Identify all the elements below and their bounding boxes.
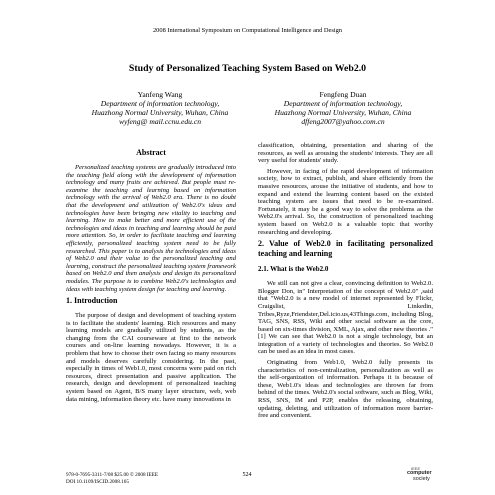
footer-doi: DOI 10.1109/ISCID.2008.165 [66, 478, 129, 485]
page-number: 524 [242, 472, 252, 478]
abstract-heading: Abstract [136, 148, 166, 157]
logo-society-text: society [413, 476, 430, 482]
author-name: Fengfeng Duan [319, 90, 367, 99]
conference-header: 2008 International Symposium on Computational Intelligence and Design [152, 27, 343, 34]
logo-computer-text: computer [407, 470, 432, 476]
paragraph: We still can not give a clear, convincing definition to Web2.0. Blogger Don, in" Interpretation of the concept of Web2.0" ,said that "Web2.0 is a new model of internet represented by Flickr, Craigslist, Linkedin, Tribes,Ryze,Friendster,Del.icio.us,43Things.com, including Blog, TAG, SNS, RSS, Wiki and other social software as the core, based on six-times division, XML, Ajax, and other new theories ."[1] We can see that Web2.0 is not a single technology, but an integration of a variety of technologies and theories. So Web2.0 can be used as an idea in most cases. [258, 280, 433, 356]
author-department: Department of information technology, [100, 99, 220, 108]
right-column [258, 142, 433, 471]
author-block-2 [243, 90, 443, 126]
paper-title: Study of Personalized Teaching System Based on Web2.0 [128, 63, 367, 74]
continued-paragraph: classification, obtaining, presentation and sharing of the resources, as well as arousing the students' interests. They are all very useful for students' study. [258, 142, 433, 165]
section-1-heading: 1. Introduction [66, 296, 118, 306]
section-2-heading: 2. Value of Web2.0 in facilitating personalized teaching and learning [258, 239, 433, 259]
paragraph: Originating from Web1.0, Web2.0 fully presents its characteristics of non-centralization, personalization as well as the self-organization of information. Perhaps it is because of these, Web1.0's ideas and technologies are thrown far from behind of the times. Web2.0's social software, such as Blog, Wiki, RSS, SNS, IM and P2P, enables the releasing, obtaining, updating, deleting, and utilization of information more barrier-free and convenient. [258, 359, 433, 420]
author-department: Department of information technology, [283, 99, 403, 108]
abstract-text: Personalized teaching systems are gradually introduced into the teaching field along with the development of information technology and many fruits are achieved. But people must re-examine the teaching and learning based on information technology with the arrival of Web2.0 era. There is no doubt that the development and utilization of Web2.0's ideas and technologies have been bringing new vitality to teaching and learning. How to make better and more efficient use of the technologies and ideas in teaching and learning should be paid more attention. So, in order to facilitate teaching and learning efficiently, personalized teaching system need to be fully researched. This paper is to analysis the technologies and ideas of Web2.0 and their value to the personalized teaching and learning, construct the personalized teaching system framework based on Web2.0 and then analysis and design its personalized modules. The purpose is to combine Web2.0's technologies and ideas with teaching system design for teaching and learning. [66, 164, 236, 293]
footer-isbn: 978-0-7695-3311-7/08 $25.00 © 2008 IEEE [66, 472, 159, 478]
section-1-paragraph: The purpose of design and development of teaching system is to facilitate the students' learning. Rich resources and many learning models are gradually utilized by students, as the changing from the CAI courseware at first to the network courses and on-line learning nowadays. However, it is a problem that how to choose their own facing so many resources and models deserves carefully considering. In the past, especially in times of Web1.0, most concerns were paid on rich resources, direct presentation and passive application. The research, design and development of personalized teaching system based on Agent, B/S many layer structure, web, web data mining, information theory etc. have many innovations in [66, 312, 236, 403]
author-email: wyfeng@ mail.ccnu.edu.cn [118, 117, 202, 126]
footer-copyright [66, 472, 158, 485]
author-institution: Huazhong Normal University, Wuhan, China [91, 108, 229, 117]
left-column [66, 146, 236, 471]
author-name: Yanfeng Wang [137, 90, 183, 99]
author-email: dffeng2007@yahoo.com.cn [301, 117, 385, 126]
author-block-1 [60, 90, 260, 126]
author-institution: Huazhong Normal University, Wuhan, China [274, 108, 412, 117]
paragraph: However, in facing of the rapid development of information society, how to extract, publish, and share efficiently from the massive resources, arouse the initiative of students, and how to expand and extend the learning content based on the existed teaching system are issues that need to be re-examined. Fortunately, it may be a good way to solve the problems as the Web2.0's arrival. So, the construction of personalized teaching system based on Web2.0 is a valuable topic that worthy researching and developing. [258, 167, 433, 236]
logo-ieee-text: IEEE [411, 466, 421, 471]
section-2-1-heading: 2.1. What is the Web2.0 [258, 265, 329, 274]
ieee-computer-society-logo [407, 466, 435, 484]
